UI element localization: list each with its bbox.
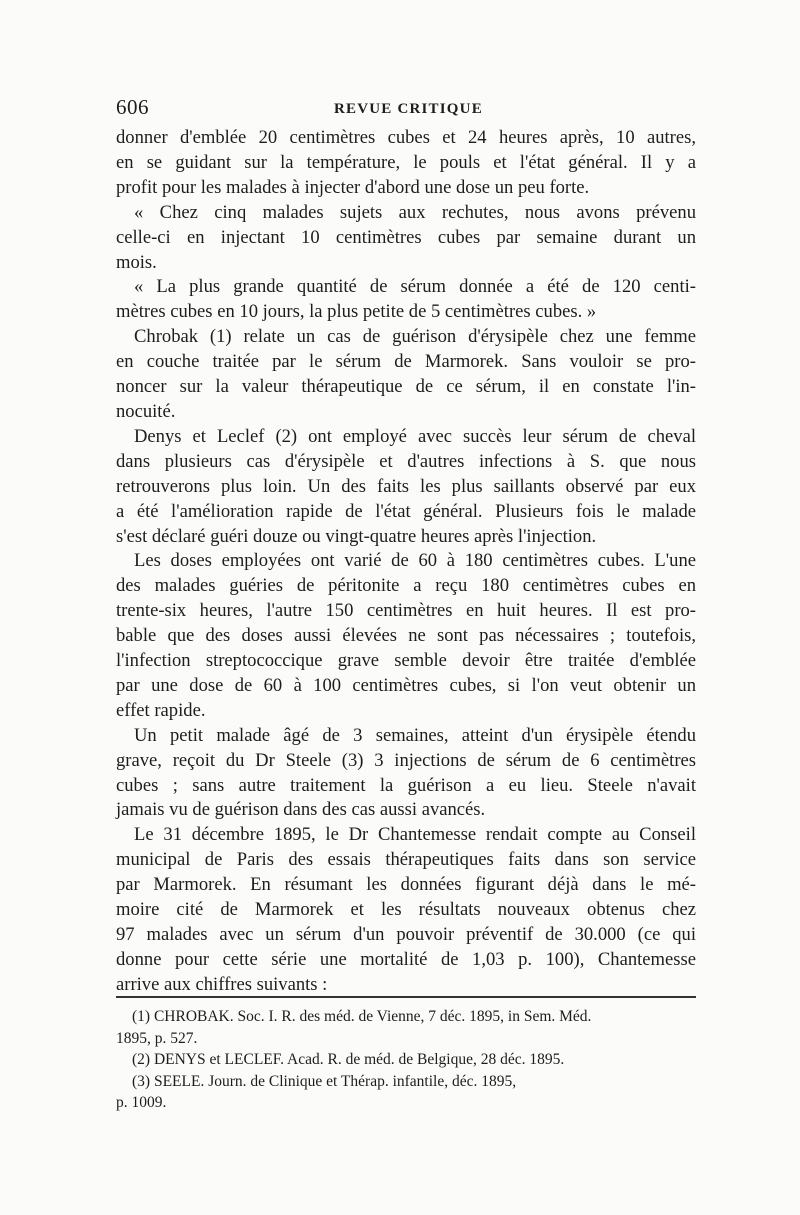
text-line: Le 31 décembre 1895, le Dr Chantemesse rendait compte au Conseil — [134, 824, 696, 846]
text-line: mètres cubes en 10 jours, la plus petite de 5 centimètres cubes. » — [116, 301, 597, 323]
page-header — [116, 95, 696, 125]
text-line: trente-six heures, l'autre 150 centimètres en huit heures. Il est pro- — [116, 600, 696, 622]
text-line: en se guidant sur la température, le pouls et l'état général. Il y a — [116, 151, 696, 173]
text-line: jamais vu de guérison dans des cas aussi avancés. — [116, 799, 486, 821]
text-line: celle-ci en injectant 10 centimètres cubes par semaine durant un — [116, 226, 696, 248]
text-line: en couche traitée par le sérum de Marmorek. Sans vouloir se pro- — [116, 351, 696, 373]
text-line: municipal de Paris des essais thérapeutiques faits dans son service — [116, 849, 696, 871]
text-line: donner d'emblée 20 centimètres cubes et 24 heures après, 10 autres, — [116, 127, 696, 148]
text-line: Un petit malade âgé de 3 semaines, atteint d'un érysipèle étendu — [134, 724, 696, 746]
footnote-1: (1) CHROBAK. Soc. I. R. des méd. de Vienne, 7 déc. 1895, in Sem. Méd. — [132, 1008, 592, 1025]
text-line: « Chez cinq malades sujets aux rechutes, nous avons prévenu — [134, 201, 696, 223]
text-line: profit pour les malades à injecter d'abord une dose un peu forte. — [116, 176, 590, 198]
text-line: 97 malades avec un sérum d'un pouvoir préventif de 30.000 (ce qui — [116, 924, 696, 945]
footnote-1-continuation: 1895, p. 527. — [116, 1029, 198, 1047]
text-line: dans plusieurs cas d'érysipèle et d'autres infections à S. que nous — [116, 450, 696, 472]
text-line: arrive aux chiffres suivants : — [116, 973, 328, 995]
text-line: l'infection streptococcique grave semble devoir être traitée d'emblée — [116, 650, 696, 672]
footnotes — [116, 1006, 696, 1114]
text-line: nocuité. — [116, 400, 176, 422]
text-line: retrouverons plus loin. Un des faits les plus saillants observé par eux — [116, 475, 696, 497]
text-line: bable que des doses aussi élevées ne sont pas nécessaires ; toutefois, — [116, 625, 696, 647]
page-number: 606 — [116, 95, 149, 119]
text-line: Denys et Leclef (2) ont employé avec succès leur sérum de cheval — [134, 425, 696, 447]
text-line: donne pour cette série une mortalité de 1,03 p. 100), Chantemesse — [116, 948, 696, 970]
text-line: Chrobak (1) relate un cas de guérison d'érysipèle chez une femme — [134, 326, 696, 348]
text-line: des malades guéries de péritonite a reçu 180 centimètres cubes en — [116, 575, 696, 597]
footnote-3-continuation: p. 1009. — [116, 1094, 167, 1111]
text-line: par Marmorek. En résumant les données figurant déjà dans le mé- — [116, 874, 696, 896]
text-line: s'est déclaré guéri douze ou vingt-quatre heures après l'injection. — [116, 525, 597, 547]
text-line: Les doses employées ont varié de 60 à 180 centimètres cubes. L'une — [134, 550, 696, 572]
text-line: a été l'amélioration rapide de l'état général. Plusieurs fois le malade — [116, 500, 696, 522]
footnote-3: (3) SEELE. Journ. de Clinique et Thérap. infantile, déc. 1895, — [132, 1072, 517, 1090]
footnote-2: (2) DENYS et LECLEF. Acad. R. de méd. de Belgique, 28 déc. 1895. — [132, 1051, 565, 1068]
text-line: mois. — [116, 251, 157, 273]
text-line: grave, reçoit du Dr Steele (3) 3 injections de sérum de 6 centimètres — [116, 749, 696, 771]
footnote-divider — [116, 996, 696, 998]
text-line: « La plus grande quantité de sérum donnée a été de 120 centi- — [134, 276, 696, 298]
text-line: cubes ; sans autre traitement la guérison a eu lieu. Steele n'avait — [116, 774, 696, 796]
text-line: moire cité de Marmorek et les résultats nouveaux obtenus chez — [116, 899, 696, 921]
main-text — [116, 126, 696, 998]
text-line: noncer sur la valeur thérapeutique de ce sérum, il en constate l'in- — [116, 376, 696, 398]
text-line: effet rapide. — [116, 699, 206, 721]
running-head: REVUE CRITIQUE — [334, 101, 483, 117]
text-line: par une dose de 60 à 100 centimètres cubes, si l'on veut obtenir un — [116, 674, 696, 696]
